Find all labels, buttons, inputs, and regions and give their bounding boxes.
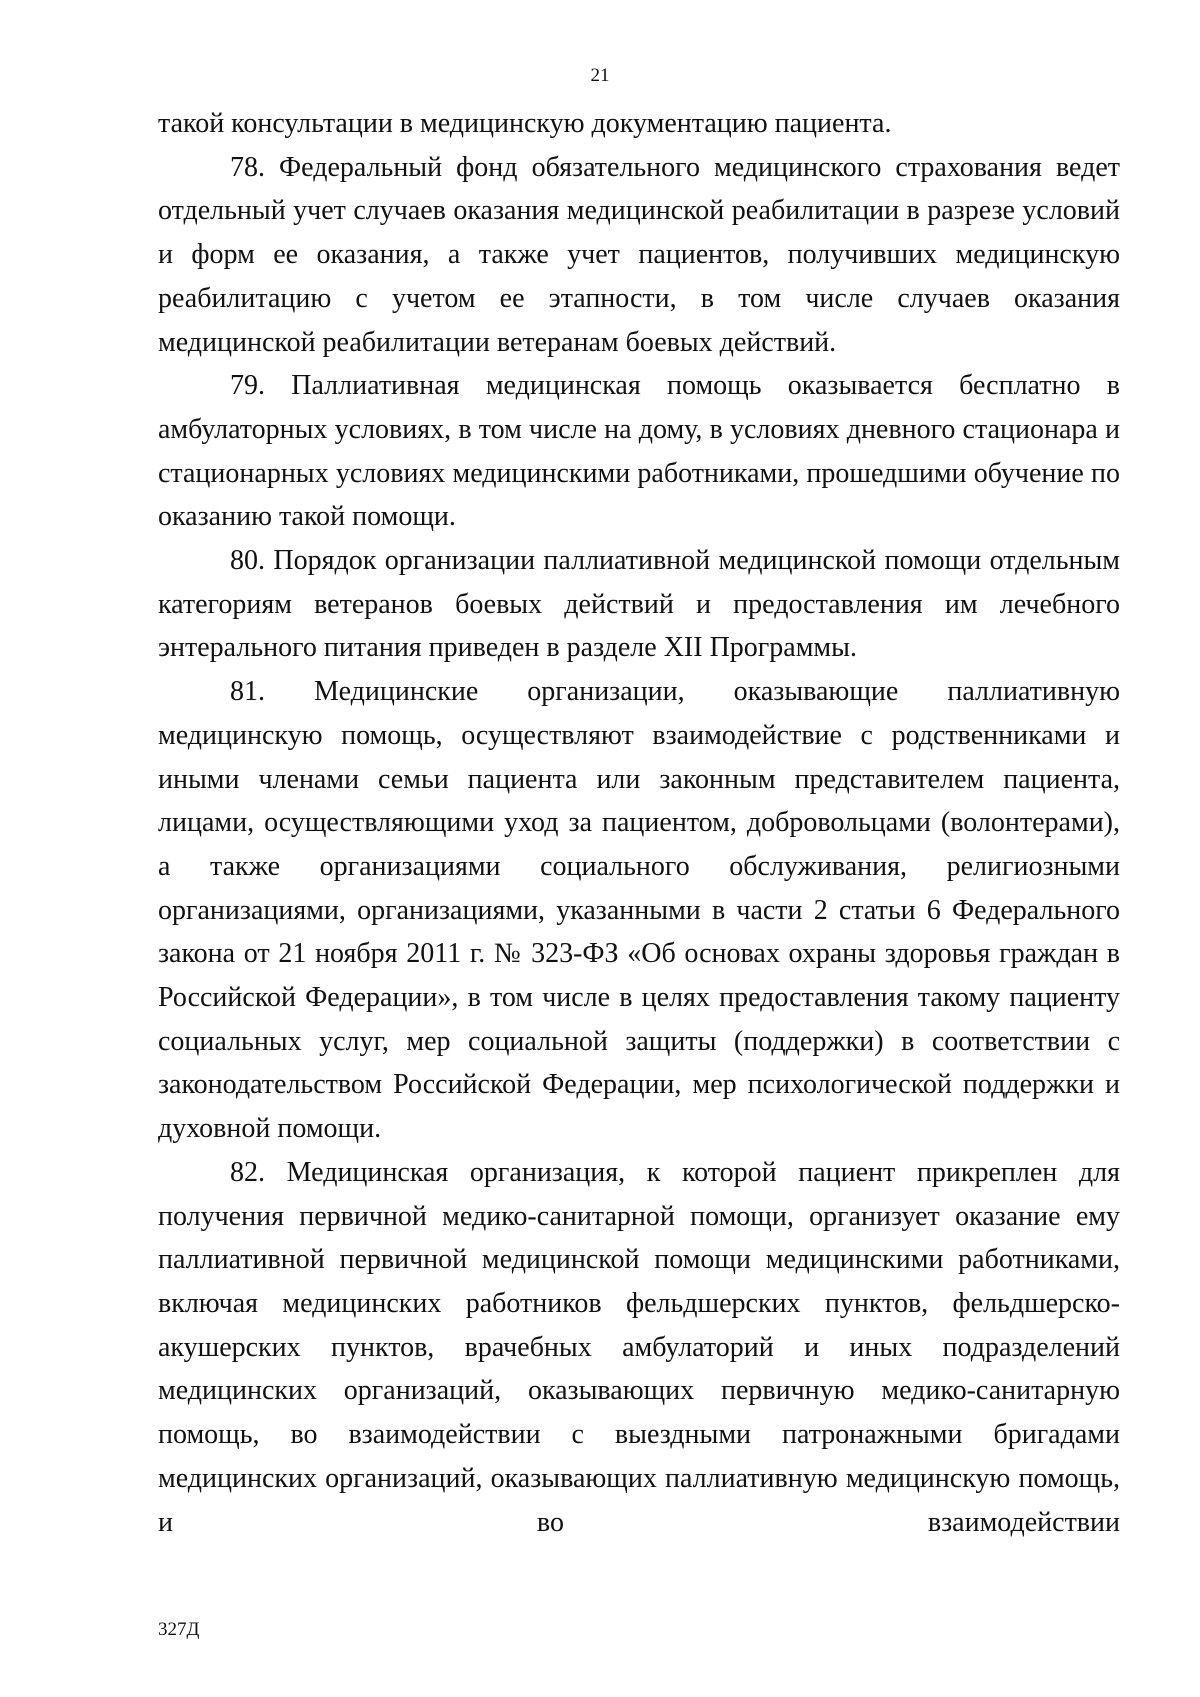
page-number: 21 <box>590 65 610 86</box>
paragraph-79: 79. Паллиативная медицинская помощь оказывается бесплатно в амбулаторных условиях, в том числе на дому, в условиях дневного стационара и стационарных условиях медицинскими работниками, прошедшими обучение по оказанию такой помощи. <box>158 370 1120 533</box>
document-body <box>158 102 1120 1544</box>
paragraph-81: 81. Медицинские организации, оказывающие паллиативную медицинскую помощь, осуществляют взаимодействие с родственниками и иными членами семьи пациента или законным представителем пациента, лицами, осуществляющими уход за пациентом, добровольцами (волонтерами), а также организациями социального обслуживания, религиозными организациями, организациями, указанными в части 2 статьи 6 Федерального закона от 21 ноября 2011 г. № 323-ФЗ «Об основах охраны здоровья граждан в Российской Федерации», в том числе в целях предоставления такому пациенту социальных услуг, мер социальной защиты (поддержки) в соответствии с законодательством Российской Федерации, мер психологической поддержки и духовной помощи. <box>158 676 1120 1145</box>
document-code: 327Д <box>158 1619 200 1640</box>
paragraph-80: 80. Порядок организации паллиативной медицинской помощи отдельным категориям ветеранов боевых действий и предоставления им лечебного энтерального питания приведен в разделе XII Программы. <box>158 545 1120 664</box>
paragraph-78: 78. Федеральный фонд обязательного медицинского страхования ведет отдельный учет случаев оказания медицинской реабилитации в разрезе условий и форм ее оказания, а также учет пациентов, получивших медицинскую реабилитацию с учетом ее этапности, в том числе случаев оказания медицинской реабилитации ветеранам боевых действий. <box>158 151 1120 358</box>
paragraph-continuation: такой консультации в медицинскую документацию пациента. <box>158 108 892 139</box>
paragraph-82: 82. Медицинская организация, к которой пациент прикреплен для получения первичной медико-санитарной помощи, организует оказание ему паллиативной первичной медицинской помощи медицинскими работниками, включая медицинских работников фельдшерских пунктов, фельдшерско-акушерских пунктов, врачебных амбулаторий и иных подразделений медицинских организаций, оказывающих первичную медико-санитарную помощь, во взаимодействии с выездными патронажными бригадами медицинских организаций, оказывающих паллиативную медицинскую помощь, и во взаимодействии <box>158 1156 1120 1538</box>
